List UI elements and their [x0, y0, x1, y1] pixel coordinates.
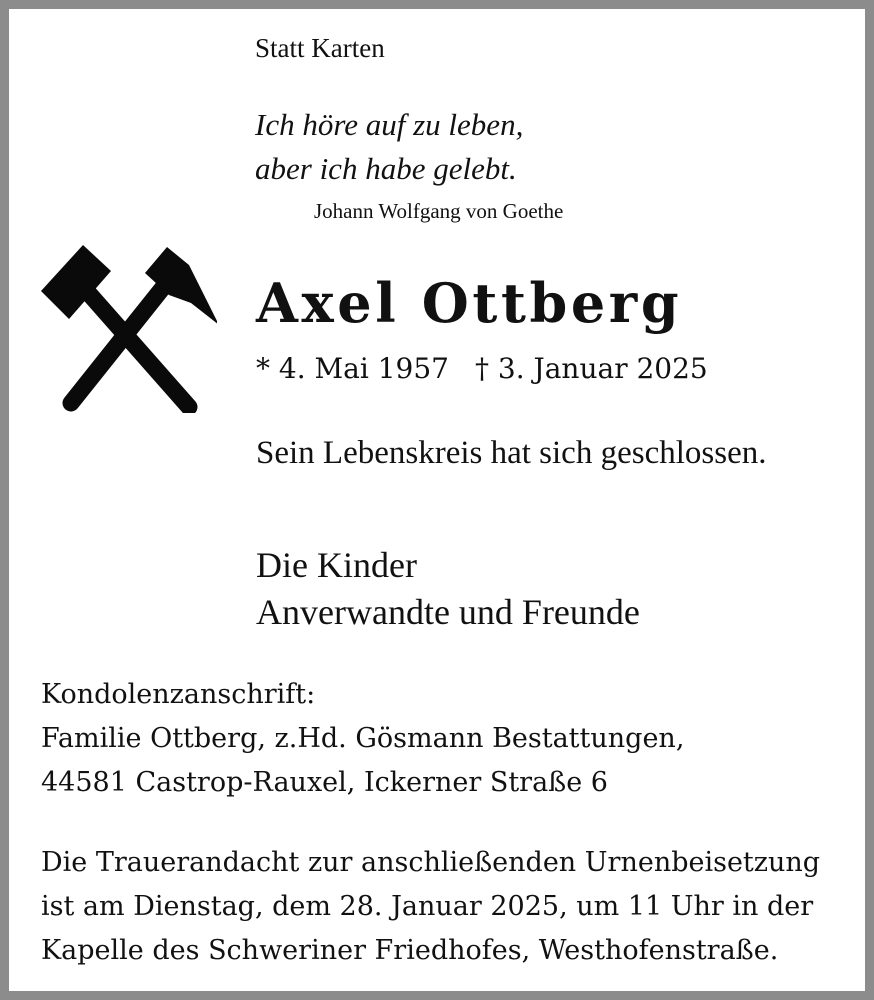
memorial-message: Sein Lebenskreis hat sich geschlossen. — [256, 435, 767, 471]
quote-line-1: Ich höre auf zu leben, — [255, 107, 524, 142]
mourners-line-1: Die Kinder — [256, 545, 417, 585]
birth-date: * 4. Mai 1957 — [256, 352, 449, 385]
mourners-line-2: Anverwandte und Freunde — [256, 592, 640, 632]
quote-line-2: aber ich habe gelebt. — [255, 151, 517, 186]
ceremony-line-2: ist am Dienstag, dem 28. Januar 2025, um 11 Uhr in der — [41, 891, 814, 922]
life-dates — [256, 352, 708, 385]
quote-author: Johann Wolfgang von Goethe — [314, 199, 564, 223]
death-date: † 3. Januar 2025 — [475, 352, 708, 385]
condolence-heading: Kondolenzanschrift: — [41, 679, 316, 710]
obituary-card — [9, 9, 865, 991]
deceased-name: Axel Ottberg — [256, 271, 683, 335]
ceremony-line-3: Kapelle des Schweriner Friedhofes, Westhofenstraße. — [41, 935, 779, 966]
hammer-and-pick-icon — [39, 233, 217, 413]
condolence-address-line-1: Familie Ottberg, z.Hd. Gösmann Bestattungen, — [41, 723, 685, 754]
statt-karten-label: Statt Karten — [255, 33, 385, 63]
condolence-address-line-2: 44581 Castrop-Rauxel, Ickerner Straße 6 — [41, 767, 608, 798]
ceremony-line-1: Die Trauerandacht zur anschließenden Urnenbeisetzung — [41, 847, 821, 878]
